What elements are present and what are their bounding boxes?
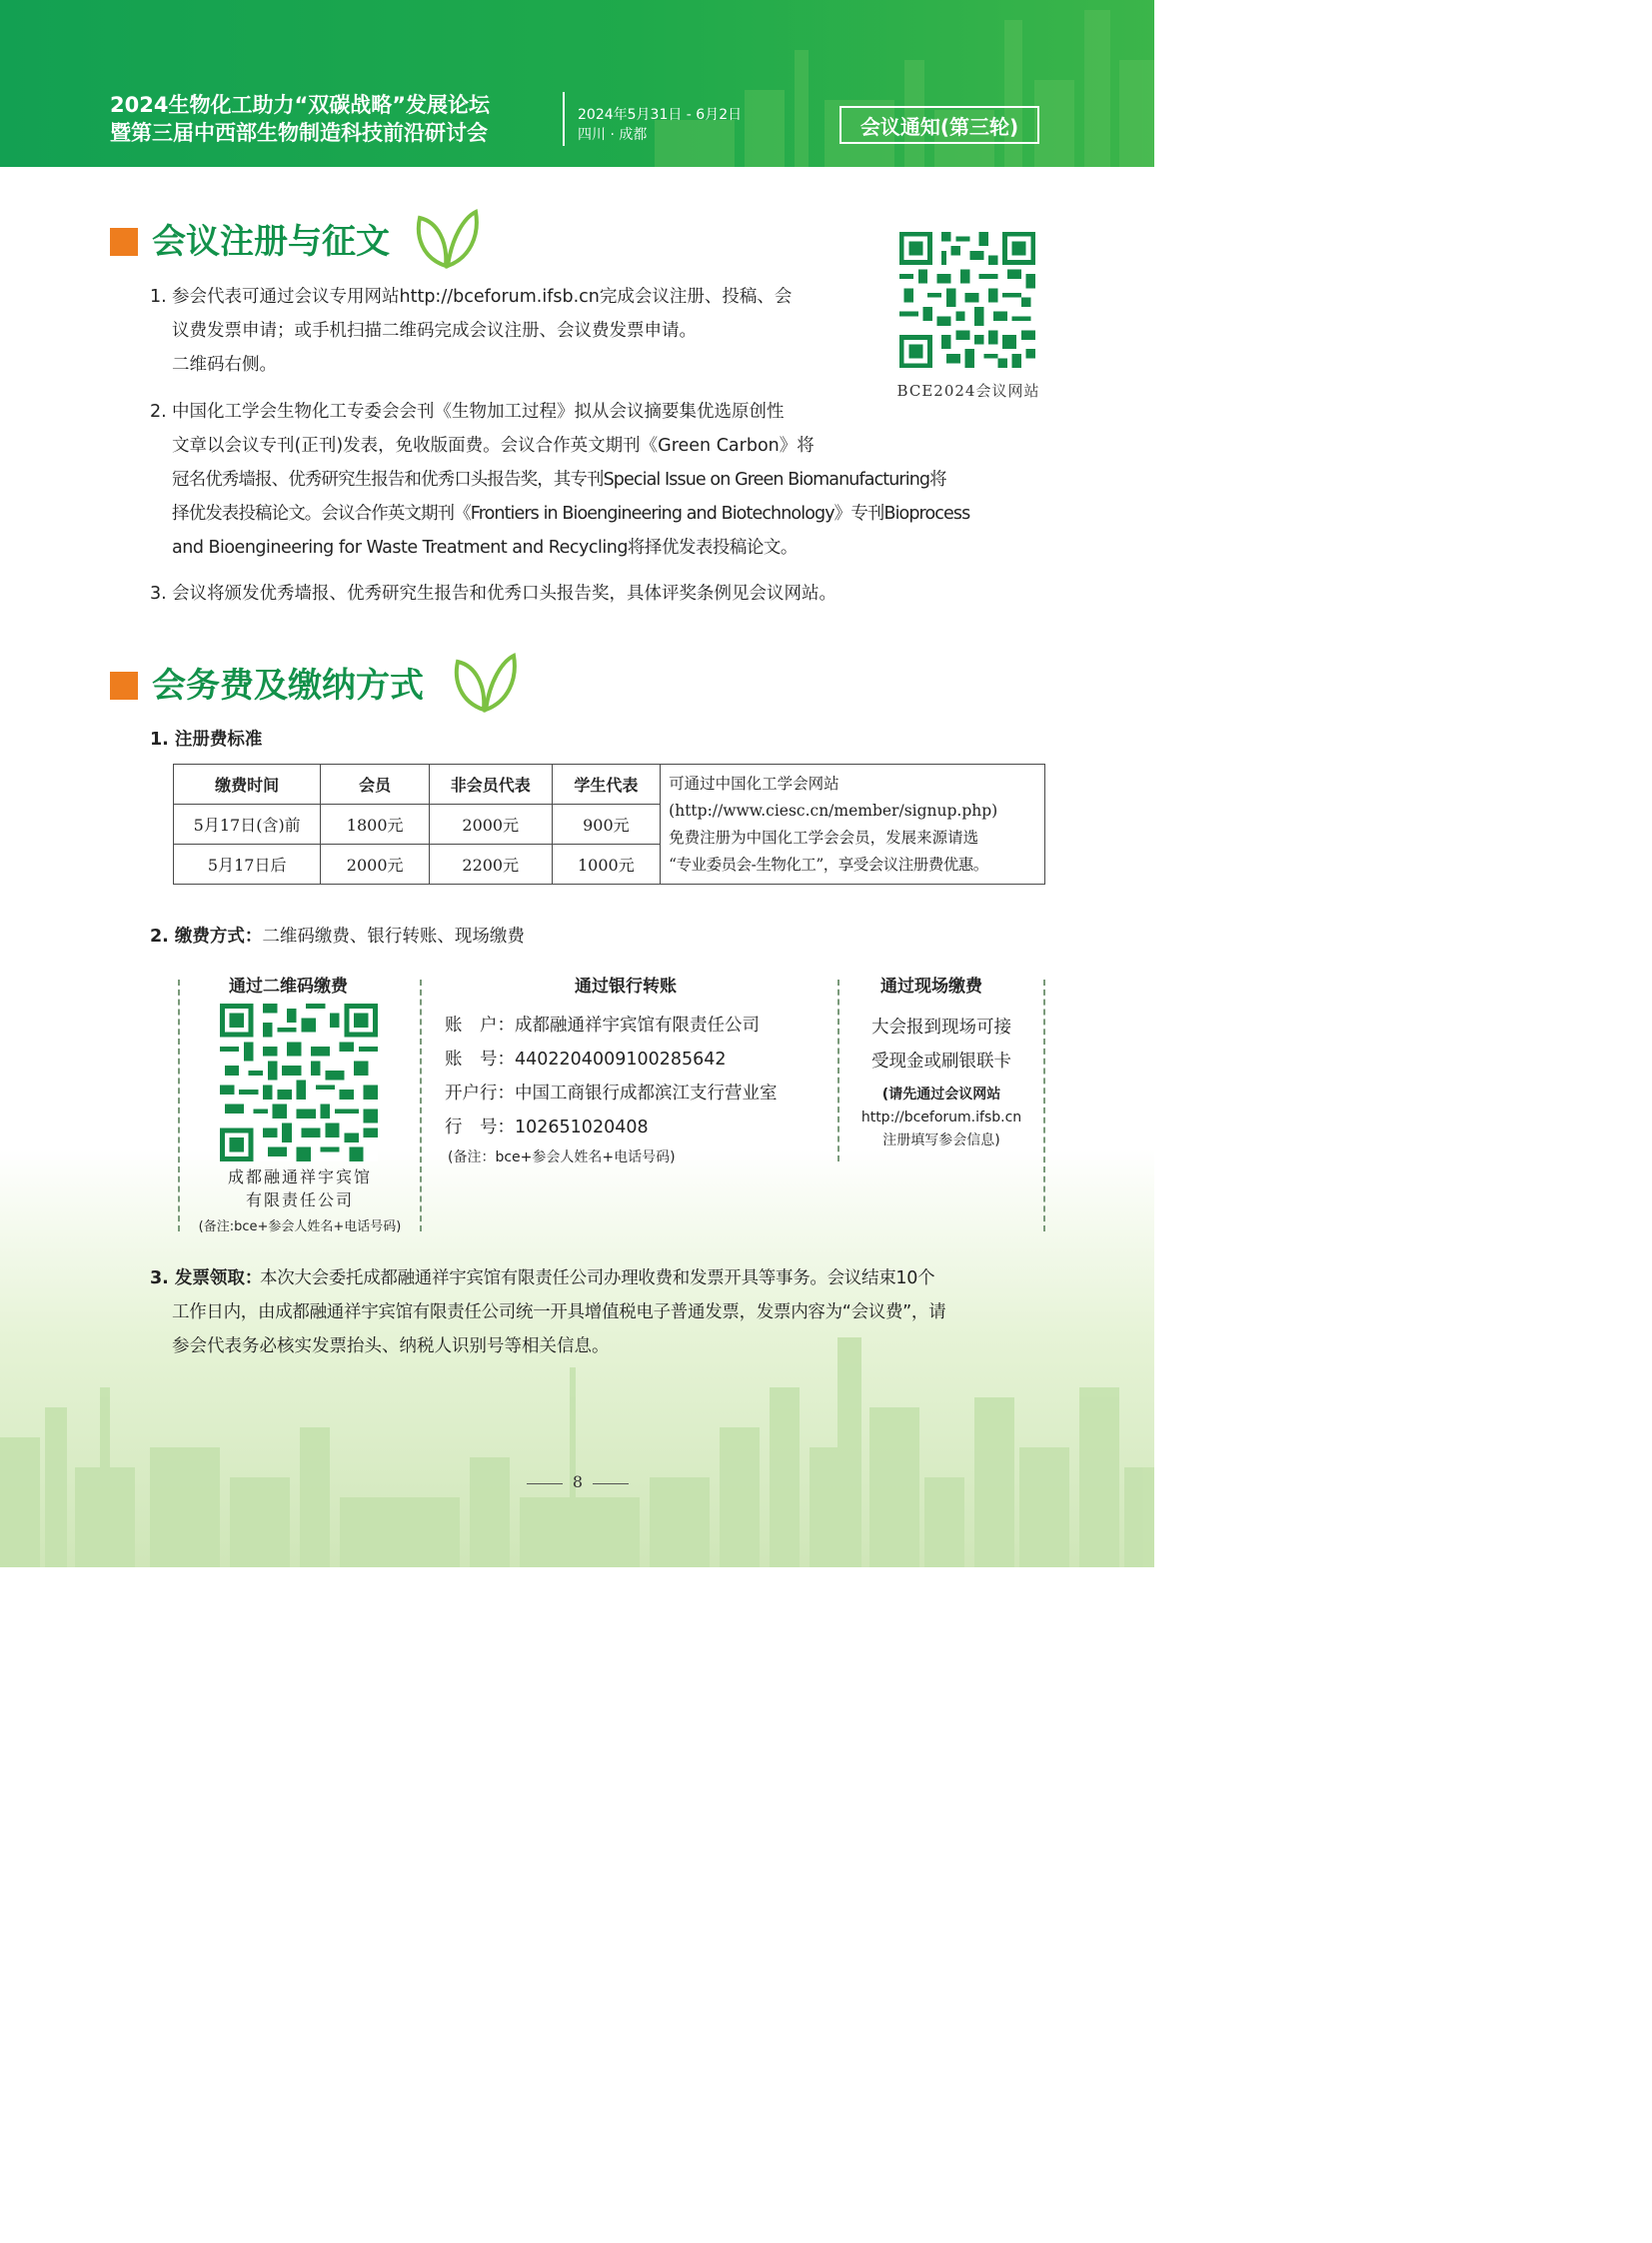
bank-branch: 开户行：中国工商银行成都滨江支行营业室	[445, 1084, 778, 1104]
table-cell: 900元	[552, 805, 661, 845]
payment-qr-caption: 成都融通祥宇宾馆 有限责任公司	[227, 1167, 372, 1209]
fee-standard-label: 1. 注册费标准	[150, 730, 263, 750]
bank-code: 行 号：102651020408	[445, 1118, 649, 1137]
table-cell: 1800元	[321, 805, 430, 845]
conference-date-location	[578, 105, 742, 145]
table-cell: 1000元	[552, 845, 661, 885]
page-number: 8	[527, 1472, 629, 1491]
conference-title	[110, 91, 490, 147]
table-header: 非会员代表	[429, 765, 552, 805]
notice-badge: 会议通知(第三轮)	[839, 106, 1039, 144]
table-cell: 2000元	[429, 805, 552, 845]
payment-qr-note: (备注:bce+参会人姓名+电话号码)	[198, 1219, 402, 1234]
pay-bank-title: 通过银行转账	[575, 977, 677, 997]
table-cell: 2200元	[429, 845, 552, 885]
registration-item-1: 1. 参会代表可通过会议专用网站http://bceforum.ifsb.cn完成会议注册、投稿、会 议费发票申请；或手机扫描二维码完成会议注册、会议费发票申请。 二维码右侧。	[150, 287, 793, 375]
table-header-row	[174, 765, 1045, 805]
section-title: 会议注册与征文	[152, 222, 390, 262]
registration-item-2: 2. 中国化工学会生物化工专委会会刊《生物加工过程》拟从会议摘要集优选原创性 文章以会议专刊(正刊)发表，免收版面费。会议合作英文期刊《Green Carbon》将 冠名优秀墙报、优秀研究生报告和优秀口头报告奖，其专刊Special Issue on Green Biomanufacturing将 择优发表投稿论文。会议合作英文期刊《Frontiers in Bioengineering and Biotechnology》专刊Bioprocess and Bioengineering for Waste Treatment and Recycling将择优发表投稿论文。	[150, 402, 970, 558]
pay-onsite-title: 通过现场缴费	[880, 977, 982, 997]
payment-qr-code[interactable]	[220, 1004, 378, 1161]
table-header: 会员	[321, 765, 430, 805]
orange-square-icon	[110, 672, 138, 700]
section-title: 会务费及缴纳方式	[152, 666, 424, 706]
divider-dashed	[178, 980, 180, 1231]
leaf-icon	[450, 652, 518, 714]
table-header: 学生代表	[552, 765, 661, 805]
payment-methods-line: 2. 缴费方式：二维码缴费、银行转账、现场缴费	[150, 927, 525, 947]
bank-note: (备注：bce+参会人姓名+电话号码)	[448, 1149, 676, 1165]
table-header: 缴费时间	[174, 765, 321, 805]
fee-table	[173, 764, 1045, 885]
city-skyline-illustration	[0, 1327, 1154, 1567]
conference-location: 四川 · 成都	[578, 127, 648, 143]
divider-dashed	[420, 980, 422, 1231]
leaf-icon	[412, 208, 480, 270]
table-cell: 2000元	[321, 845, 430, 885]
table-cell: 5月17日(含)前	[174, 805, 321, 845]
qr-caption: BCE2024会议网站	[896, 382, 1040, 400]
divider-dashed	[1043, 980, 1045, 1231]
conference-website-qr-code[interactable]	[899, 232, 1035, 368]
bank-account-name: 账 户：成都融通祥宇宾馆有限责任公司	[445, 1016, 760, 1036]
bank-account-number: 账 号：4402204009100285642	[445, 1050, 727, 1070]
orange-square-icon	[110, 228, 138, 256]
onsite-description: 大会报到现场可接 受现金或刷银联卡	[871, 1018, 1011, 1072]
member-registration-note: 可通过中国化工学会网站 (http://www.ciesc.cn/member/signup.php) 免费注册为中国化工学会会员，发展来源请选 “专业委员会-生物化工”，享受会议注册费优惠。	[661, 765, 1045, 885]
conference-date: 2024年5月31日 - 6月2日	[578, 107, 743, 123]
registration-item-3: 3. 会议将颁发优秀墙报、优秀研究生报告和优秀口头报告奖，具体评奖条例见会议网站。	[150, 584, 836, 604]
header-banner	[0, 0, 1154, 167]
onsite-note: (请先通过会议网站 http://bceforum.ifsb.cn 注册填写参会信息)	[860, 1087, 1022, 1148]
table-cell: 5月17日后	[174, 845, 321, 885]
title-line-2: 暨第三届中西部生物制造科技前沿研讨会	[110, 121, 488, 145]
divider-dashed	[837, 980, 839, 1161]
invoice-section: 3. 发票领取： 本次大会委托成都融通祥宇宾馆有限责任公司办理收费和发票开具等事务。会议结束10个 工作日内，由成都融通祥宇宾馆有限责任公司统一开具增值税电子普通发票，发票内容为“会议费”，请 参会代表务必核实发票抬头、纳税人识别号等相关信息。	[150, 1268, 946, 1356]
title-line-1: 2024生物化工助力“双碳战略”发展论坛	[110, 93, 491, 117]
pay-qr-title: 通过二维码缴费	[229, 977, 348, 997]
header-divider	[563, 92, 565, 146]
